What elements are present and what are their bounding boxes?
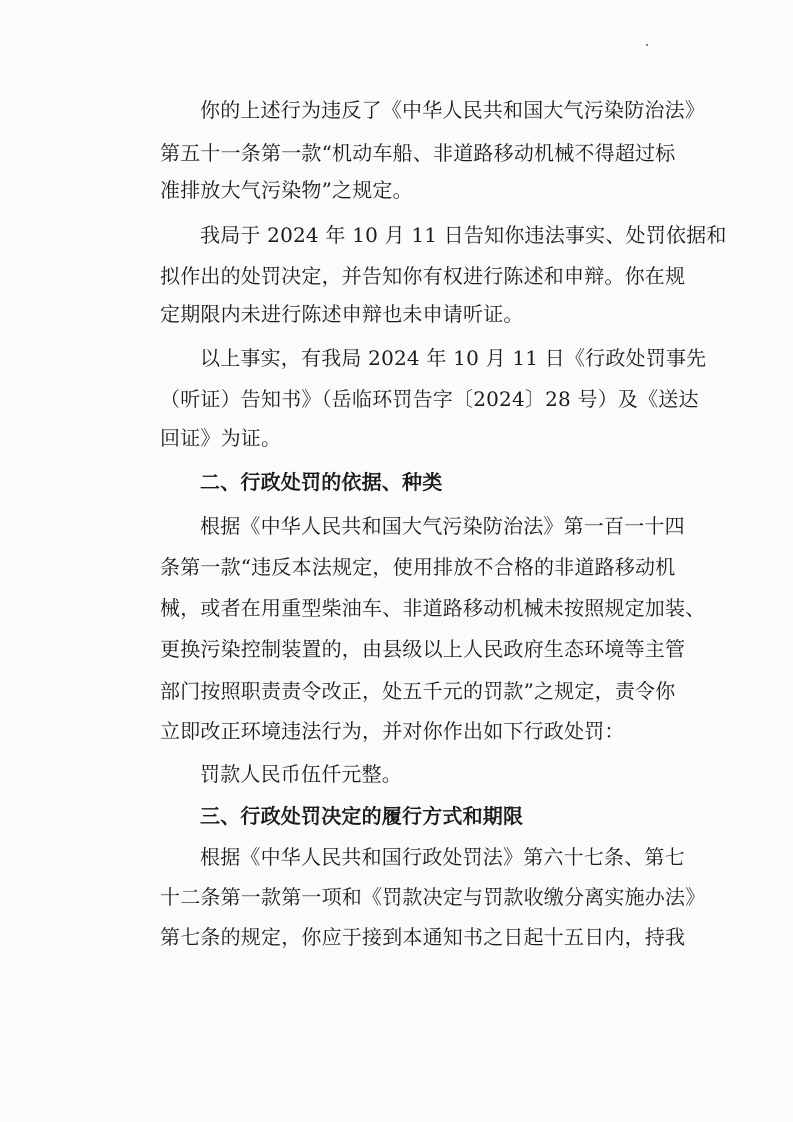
paragraph-line: 以上事实，有我局 2024 年 10 月 11 日《行政处罚事先 (200, 346, 707, 370)
paragraph-line: 定期限内未进行陈述申辩也未申请听证。 (160, 302, 524, 326)
paragraph-line: 立即改正环境违法行为，并对你作出如下行政处罚： (160, 719, 625, 743)
paragraph-line: 第五十一条第一款“机动车船、非道路移动机械不得超过标 (160, 141, 676, 165)
section-heading: 二、行政处罚的依据、种类 (200, 470, 443, 494)
paragraph-line: 回证》为证。 (160, 426, 282, 450)
scan-speck (646, 44, 648, 46)
paragraph-line: 根据《中华人民共和国行政处罚法》第六十七条、第七 (200, 845, 685, 869)
paragraph-line: （听证）告知书》（岳临环罚告字〔2024〕28 号）及《送达 (160, 387, 699, 411)
paragraph-line: 十二条第一款第一项和《罚款决定与罚款收缴分离实施办法》 (160, 885, 706, 909)
paragraph-line: 条第一款“违反本法规定，使用排放不合格的非道路移动机 (160, 555, 676, 579)
paragraph-line: 部门按照职责责令改正，处五千元的罚款”之规定，责令你 (160, 679, 676, 703)
paragraph-line: 械，或者在用重型柴油车、非道路移动机械未按照规定加装、 (160, 596, 706, 620)
section-heading: 三、行政处罚决定的履行方式和期限 (200, 804, 524, 828)
paragraph-line: 第七条的规定，你应于接到本通知书之日起十五日内，持我 (160, 925, 686, 949)
paragraph-line: 我局于 2024 年 10 月 11 日告知你违法事实、处罚依据和 (200, 223, 727, 247)
paragraph-line: 根据《中华人民共和国大气污染防治法》第一百一十四 (200, 514, 685, 538)
paragraph-line: 更换污染控制装置的，由县级以上人民政府生态环境等主管 (160, 637, 686, 661)
paragraph-line: 准排放大气污染物”之规定。 (160, 178, 413, 202)
paragraph-line: 拟作出的处罚决定，并告知你有权进行陈述和申辩。你在规 (160, 264, 686, 288)
paragraph-line: 罚款人民币伍仟元整。 (200, 762, 402, 786)
paragraph-line: 你的上述行为违反了《中华人民共和国大气污染防治法》 (200, 98, 705, 122)
